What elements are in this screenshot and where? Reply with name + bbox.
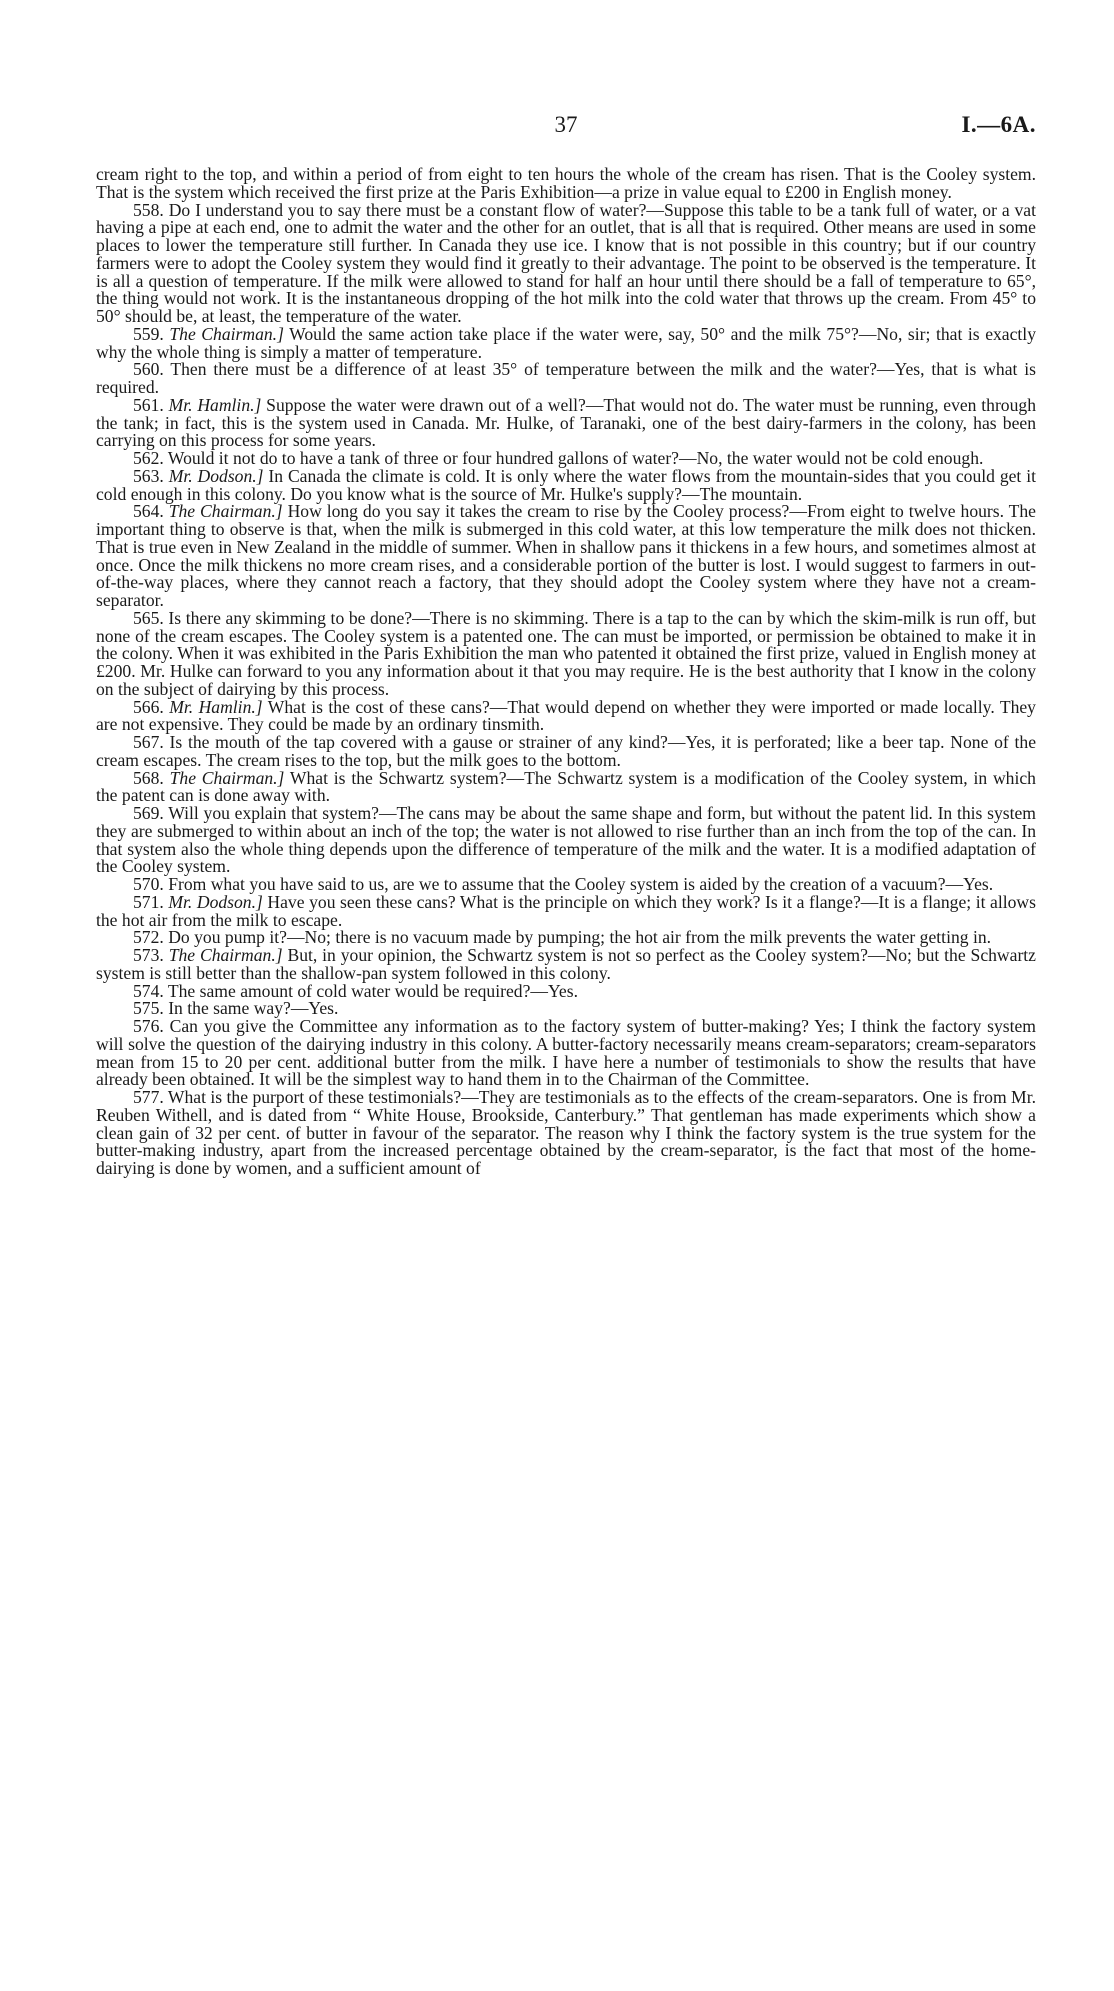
page-header (96, 112, 1036, 148)
speaker: The Chairman.] (169, 767, 285, 788)
paragraph-577: 577. What is the purport of these testimonials?—They are testimonials as to the effects of the cream-separators. One is from Mr. Reuben Withell, and is dated from “ White House, Brookside, Canterbury.” That gentleman has made experiments which show a clean gain of 32 per cent. of butter in favour of the separator. The reason why I think the factory system is the true system for the butter-making industry, apart from the increased percentage obtained by the cream-separator, is the fact that most of the home-dairying is done by women, and a sufficient amount of (96, 1087, 1036, 1178)
speaker: The Chairman.] (168, 501, 283, 522)
speaker: The Chairman.] (169, 323, 284, 344)
paragraph-number: 562. (133, 448, 164, 468)
paragraph-number: 563. (133, 465, 164, 486)
paragraph-number: 577. (133, 1087, 164, 1107)
paragraph-569: 569. Will you explain that system?—The cans may be about the same shape and form, but without the patent lid. In this system they are submerged to within about an inch of the top; the water is not allowed to rise further than an inch from the top of the can. In that system also the whole thing depends upon the difference of temperature of the milk and the water. It is a modified adaptation of the Cooley system. (96, 803, 1036, 877)
continued-paragraph: cream right to the top, and within a period of from eight to ten hours the whole of the cream has risen. That is the Cooley system. That is the system which received the first prize at the Paris Exhibition—a prize in value equal to £200 in English money. (96, 164, 1036, 202)
paragraph-570: 570. From what you have said to us, are we to assume that the Cooley system is aided by the creation of a vacuum?—Yes. (133, 874, 994, 894)
page-number: 37 (554, 112, 578, 137)
paragraph-number: 575. (133, 998, 164, 1019)
paragraph-562: 562. Would it not do to have a tank of three or four hundred gallons of water?—No, the water would not be cold enough. (133, 448, 984, 468)
paragraph-number: 573. (133, 945, 164, 965)
paragraph-565: 565. Is there any skimming to be done?—There is no skimming. There is a tap to the can by which the skim-milk is run off, but none of the cream escapes. The Cooley system is a patented one. The can must be imported, or permission be obtained to make it in the colony. When it was exhibited in the Paris Exhibition the man who patented it obtained the first prize, valued in English money at £200. Mr. Hulke can forward to you any information about it that you may require. He is the best authority that I know in the colony on the subject of dairying by this process. (96, 607, 1036, 699)
paragraph-572: 572. Do you pump it?—No; there is no vacuum made by pumping; the hot air from the milk prevents the water getting in. (133, 927, 992, 948)
speaker: Mr. Hamlin.] (168, 394, 262, 415)
paragraph-number: 571. (133, 891, 164, 912)
paragraph-571: 571. Mr. Dodson.] Have you seen these cans? What is the principle on which they work? Is it a flange?—It is a flange; it allows the hot air from the milk to escape. (96, 891, 1036, 930)
body-text (96, 166, 1036, 1178)
paragraph-563: 563. Mr. Dodson.] In Canada the climate is cold. It is only where the water flows from the mountain-sides that you could get it cold enough in this colony. Do you know what is the source of Mr. Hulke's supply?—The mountain. (96, 465, 1036, 504)
paragraph-number: 558. (133, 199, 164, 220)
paragraph-number: 565. (133, 607, 164, 628)
speaker: The Chairman.] (168, 945, 283, 965)
paragraph-574: 574. The same amount of cold water would be required?—Yes. (133, 980, 578, 1001)
paragraph-number: 574. (133, 980, 164, 1001)
paragraph-567: 567. Is the mouth of the tap covered with a gause or strainer of any kind?—Yes, it is perforated; like a beer tap. None of the cream escapes. The cream rises to the top, but the milk goes to the bottom. (96, 732, 1036, 770)
speaker: Mr. Dodson.] (168, 891, 263, 912)
paragraph-number: 570. (133, 874, 164, 894)
paragraph-561: 561. Mr. Hamlin.] Suppose the water were drawn out of a well?—That would not do. The water must be running, even through the tank; in fact, this is the system used in Canada. Mr. Hulke, of Taranaki, one of the best dairy-farmers in the colony, has been carrying on this process for some years. (96, 394, 1036, 451)
paragraph-575: 575. In the same way?—Yes. (133, 998, 339, 1019)
paragraph-number: 576. (133, 1016, 164, 1036)
page-reference: I.—6A. (961, 112, 1036, 137)
paragraph-576: 576. Can you give the Committee any information as to the factory system of butter-making? Yes; I think the factory system will solve the question of the dairying industry in this colony. A butter-factory necessarily means cream-separators; cream-separators mean from 15 to 20 per cent. additional butter from the milk. I have here a number of testimonials to show the results that have already been obtained. It will be the simplest way to hand them in to the Chairman of the Committee. (96, 1016, 1036, 1090)
paragraph-number: 572. (133, 927, 164, 948)
paragraph-number: 566. (133, 696, 164, 717)
paragraph-566: 566. Mr. Hamlin.] What is the cost of these cans?—That would depend on whether they were imported or made locally. They are not expensive. They could be made by an ordinary tinsmith. (96, 696, 1036, 735)
paragraph-number: 560. (133, 359, 164, 380)
paragraph-number: 567. (133, 732, 164, 752)
paragraph-number: 564. (133, 501, 164, 522)
paragraph-number: 559. (133, 323, 164, 344)
paragraph-number: 569. (133, 803, 164, 823)
paragraph-573: 573. The Chairman.] But, in your opinion, the Schwartz system is not so perfect as the Cooley system?—No; but the Schwartz system is still better than the shallow-pan system followed in this colony. (96, 945, 1036, 983)
paragraph-568: 568. The Chairman.] What is the Schwartz system?—The Schwartz system is a modification of the Cooley system, in which the patent can is done away with. (96, 767, 1036, 806)
speaker: Mr. Dodson.] (168, 465, 264, 486)
paragraph-564: 564. The Chairman.] How long do you say it takes the cream to rise by the Cooley process?—From eight to twelve hours. The important thing to observe is that, when the milk is submerged in this cold water, at this low temperature the milk does not thicken. That is true even in New Zealand in the middle of summer. When in shallow pans it thickens in a few hours, and sometimes almost at once. Once the milk thickens no more cream rises, and a considerable portion of the butter is lost. I would suggest to farmers in out-of-the-way places, where they cannot reach a factory, that they should adopt the Cooley system where they have not a cream-separator. (96, 501, 1036, 610)
paragraph-558: 558. Do I understand you to say there must be a constant flow of water?—Suppose this table to be a tank full of water, or a vat having a pipe at each end, one to admit the water and the other for an outlet, that is all that is required. Other means are used in some places to lower the temperature still further. In Canada they use ice. I know that is not possible in this country; but if our country farmers were to adopt the Cooley system they would find it greatly to their advantage. The point to be observed is the temperature. It is all a question of temperature. If the milk were allowed to stand for half an hour until there should be a fall of temperature to 65°, the thing would not work. It is the instantaneous dropping of the hot milk into the cold water that throws up the cream. From 45° to 50° should be, at least, the temperature of the water. (96, 199, 1036, 326)
speaker: Mr. Hamlin.] (169, 696, 263, 717)
paragraph-560: 560. Then there must be a difference of at least 35° of temperature between the milk and the water?—Yes, that is what is required. (96, 359, 1036, 397)
paragraph-559: 559. The Chairman.] Would the same action take place if the water were, say, 50° and the milk 75°?—No, sir; that is exactly why the whole thing is simply a matter of temperature. (96, 323, 1036, 362)
paragraph-number: 568. (133, 767, 164, 788)
paragraph-number: 561. (133, 394, 164, 415)
